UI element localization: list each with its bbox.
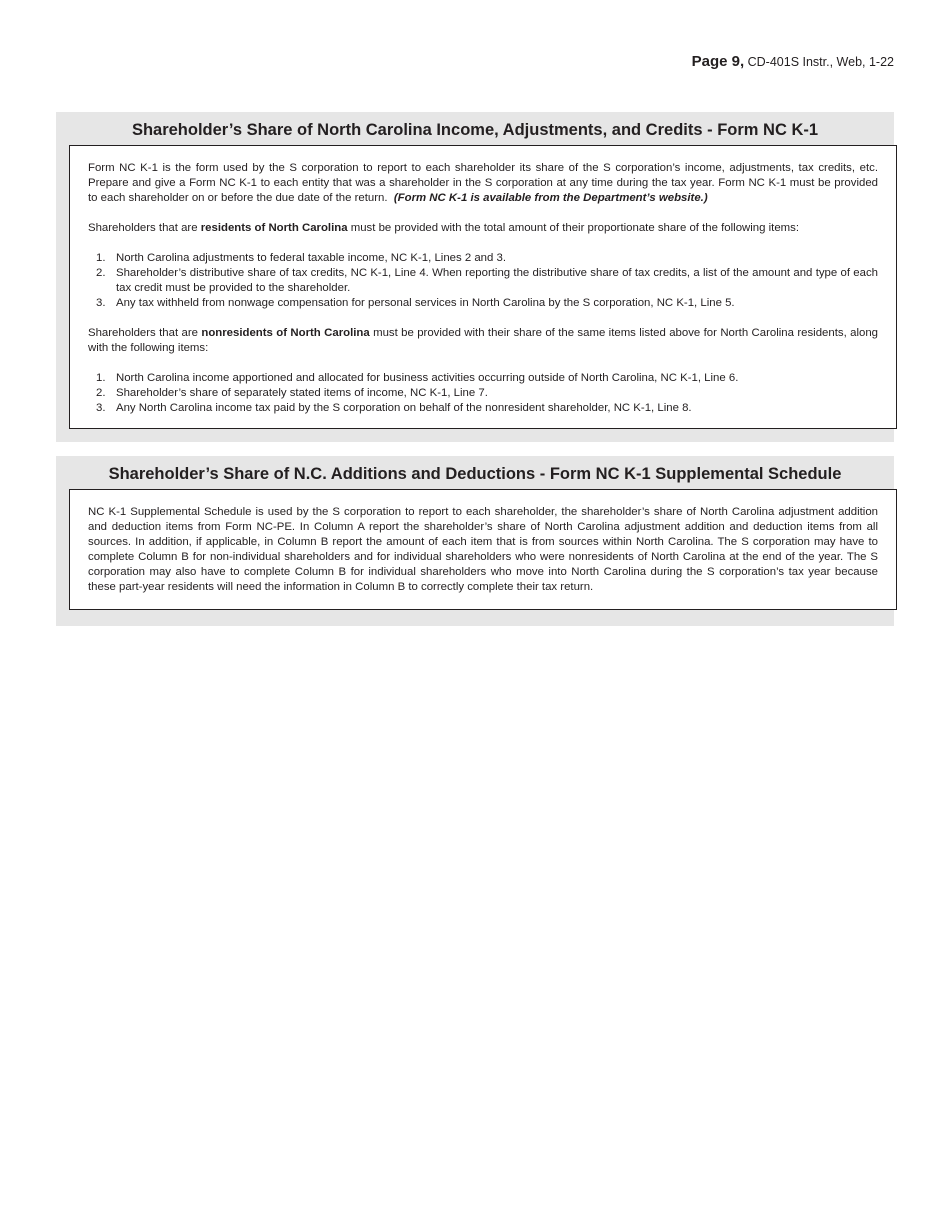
k1-intro-paragraph: [88, 161, 878, 206]
k1-section: [56, 112, 894, 442]
supplemental-section-title: Shareholder’s Share of N.C. Additions and Deductions - Form NC K-1 Supplemental Schedule: [108, 465, 842, 483]
document-reference: CD-401S Instr., Web, 1-22: [747, 55, 894, 69]
nonresident-items-list: [88, 371, 878, 416]
k1-intro-text: Form NC K-1 is the form used by the S corporation to report to each shareholder its share of the S corporation’s income, adjustments, tax credits, etc. Prepare and give a Form NC K-1 to each entity that was a shareholder in the S corporation at any time during the tax year. Form NC K-1 must be provided to each shareholder on or before the due date of the return.: [88, 162, 878, 204]
list-item: 1. North Carolina income apportioned and allocated for business activities occurring outside of North Carolina, NC K-1, Line 6.: [96, 372, 739, 384]
supplemental-body-text: NC K-1 Supplemental Schedule is used by the S corporation to report to each shareholder, the shareholder’s share of North Carolina adjustment addition and deduction items from Form NC-PE. In Column A report the shareholder’s share of North Carolina adjustment addition and deduction items from all sources. In addition, if applicable, in Column B report the amount of each item that is from sources within North Carolina. The S corporation may have to complete Column B for non-individual shareholders and for individual shareholders who were nonresidents of North Carolina at the end of the year. The S corporation may also have to complete Column B for individual shareholders who move into North Carolina during the S corporation’s tax year because these part-year residents will need the information in Column B to correctly complete their tax return.: [88, 506, 878, 593]
k1-nonresidents-paragraph: Shareholders that are nonresidents of North Carolina must be provided with their share of the same items listed above for North Carolina residents, along with the following items:: [88, 327, 878, 354]
list-item: 3. Any North Carolina income tax paid by the S corporation on behalf of the nonresident shareholder, NC K-1, Line 8.: [96, 402, 692, 414]
list-item: 2. Shareholder’s share of separately stated items of income, NC K-1, Line 7.: [96, 387, 488, 399]
list-item: 2. Shareholder’s distributive share of tax credits, NC K-1, Line 4. When reporting the distributive share of tax credits, a list of the amount and type of each tax credit must be provided to the shareholder.: [96, 267, 878, 294]
supplemental-section: [56, 456, 894, 626]
residents-emphasis: residents of North Carolina: [200, 222, 348, 234]
list-item: 3. Any tax withheld from nonwage compensation for personal services in North Carolina by the S corporation, NC K-1, Line 5.: [96, 297, 735, 309]
list-item: 1. North Carolina adjustments to federal taxable income, NC K-1, Lines 2 and 3.: [96, 252, 507, 264]
page-number: Page 9,: [691, 53, 745, 70]
supplemental-content-box: [69, 489, 897, 610]
resident-items-list: [88, 251, 878, 311]
k1-content-box: [69, 145, 897, 429]
k1-residents-paragraph: Shareholders that are residents of North Carolina must be provided with the total amount of their proportionate share of the following items:: [88, 222, 800, 234]
nonresidents-emphasis: nonresidents of North Carolina: [201, 327, 370, 339]
page-header: [692, 53, 894, 70]
k1-section-title: Shareholder’s Share of North Carolina Income, Adjustments, and Credits - Form NC K-1: [131, 121, 819, 139]
k1-availability-note: (Form NC K-1 is available from the Department’s website.): [393, 192, 708, 204]
